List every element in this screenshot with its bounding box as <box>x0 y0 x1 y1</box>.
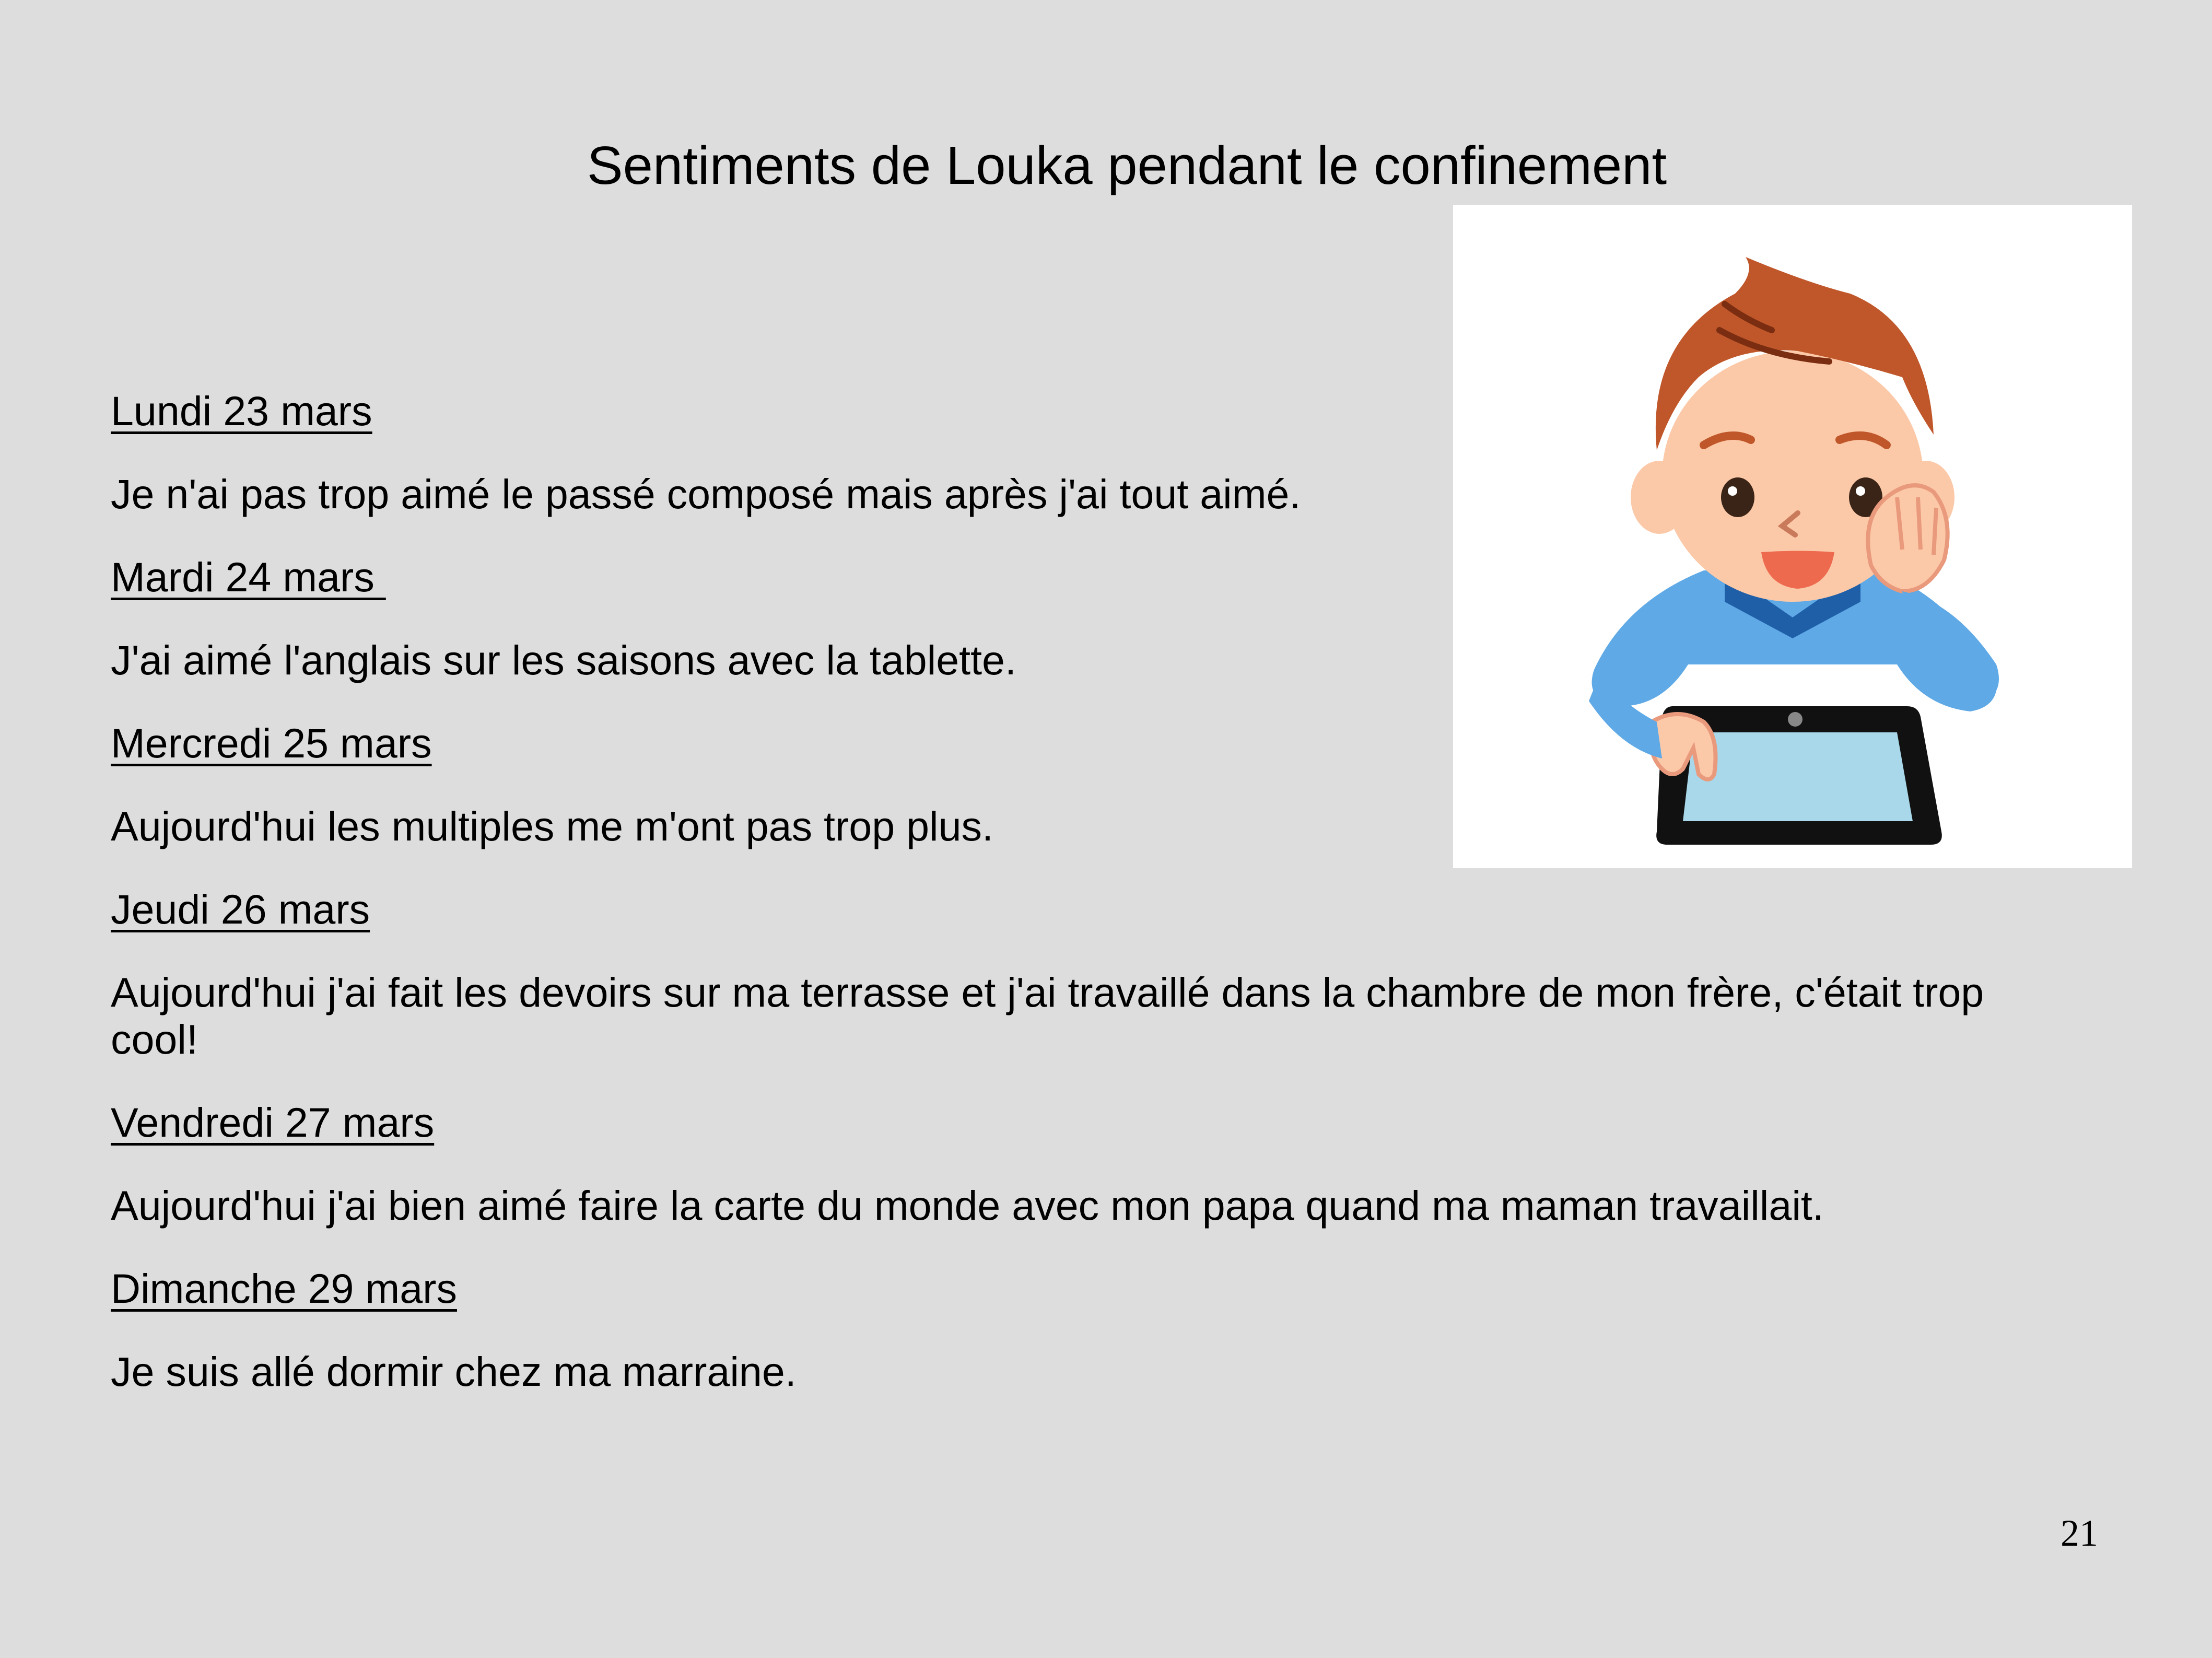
entry-text: J'ai aimé l'anglais sur les saisons avec la tablette. <box>111 637 1016 683</box>
entry-text: Aujourd'hui j'ai fait les devoirs sur ma terrasse et j'ai travaillé dans la chambre de mon frère, c'était trop cool! <box>111 969 1984 1062</box>
entry-text: Aujourd'hui j'ai bien aimé faire la carte du monde avec mon papa quand ma maman travaillait. <box>111 1182 1824 1229</box>
diary-entries <box>111 385 2075 1395</box>
entry-text: Je suis allé dormir chez ma marraine. <box>111 1348 797 1395</box>
entry-text: Aujourd'hui les multiples me m'ont pas trop plus. <box>111 803 993 849</box>
page-number: 21 <box>2061 1512 2098 1554</box>
slide-title: Sentiments de Louka pendant le confinement <box>587 135 1667 195</box>
entry-date: Mercredi 25 mars <box>111 720 432 766</box>
entry-date: Jeudi 26 mars <box>111 886 370 932</box>
entry-date: Lundi 23 mars <box>111 388 372 434</box>
entry-date: Dimanche 29 mars <box>111 1265 457 1312</box>
entry-date: Mardi 24 mars <box>111 554 386 600</box>
entry-text: Je n'ai pas trop aimé le passé composé mais après j'ai tout aimé. <box>111 471 1301 517</box>
entry-date: Vendredi 27 mars <box>111 1099 435 1146</box>
